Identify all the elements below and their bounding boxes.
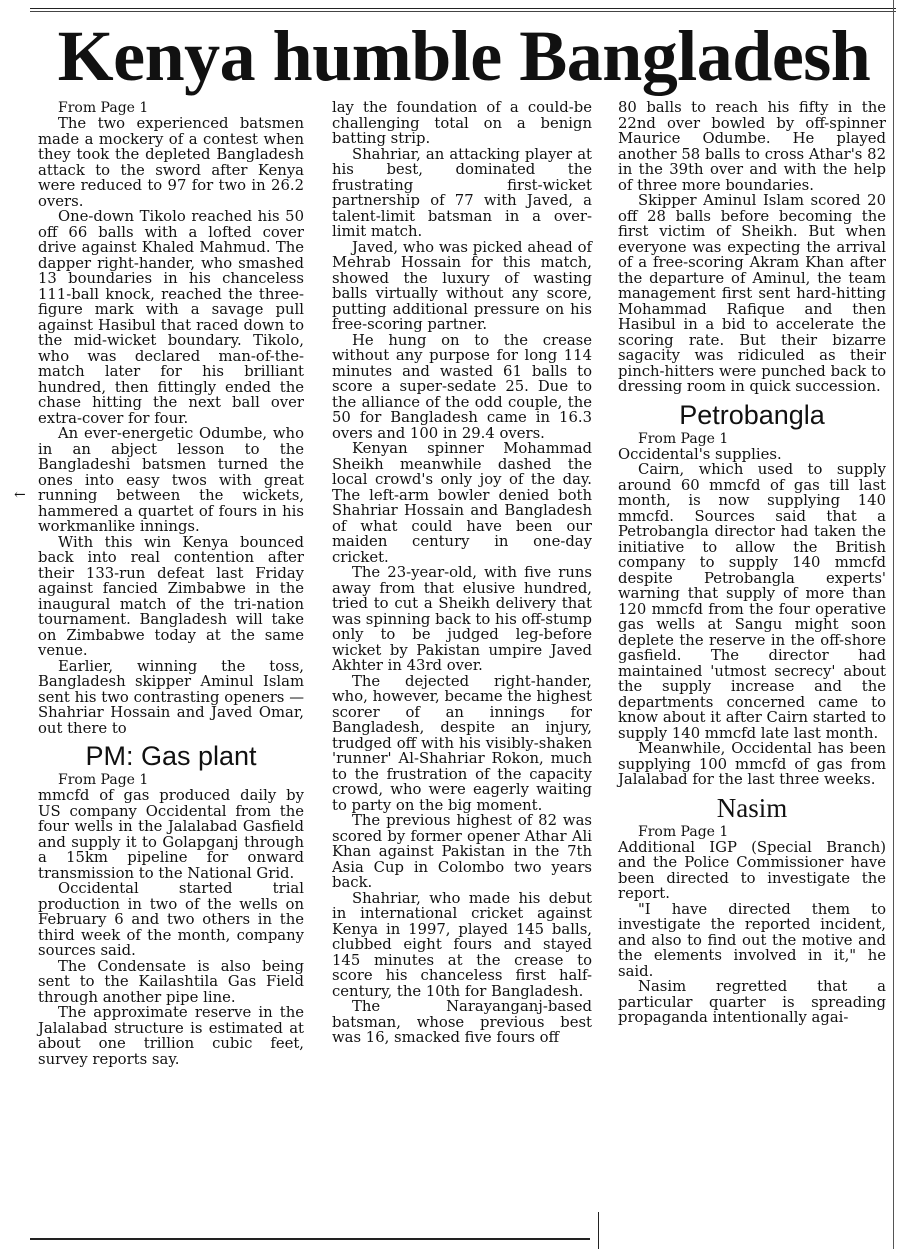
column-divider bbox=[598, 1212, 599, 1249]
main-paragraph: He hung on to the crease without any purpose for long 114 minutes and wasted 61 balls to score a super-sedate 25. Due to the alliance of the odd couple, the 50 for Bangladesh came in 16.3 overs and 100 in 29.4 overs. bbox=[332, 331, 592, 442]
nasim-title: Nasim bbox=[716, 792, 788, 823]
gas-plant-from-page: From Page 1 bbox=[58, 772, 149, 788]
main-paragraph: Shahriar, an attacking player at his best, dominated the frustrating first-wicket partnership of 77 with Javed, a talent-limit batsman in a over-limit match. bbox=[332, 145, 592, 240]
gas-plant-paragraph: The Condensate is also being sent to the Kailashtila Gas Field through another pipe line. bbox=[38, 957, 304, 1006]
main-paragraph: The Narayanganj-based batsman, whose previous best was 16, smacked five fours off bbox=[332, 998, 592, 1046]
margin-arrow-icon: ← bbox=[14, 487, 26, 503]
right-border bbox=[893, 0, 894, 1249]
main-from-page: From Page 1 bbox=[58, 100, 149, 116]
main-paragraph: The 23-year-old, with five runs away from that elusive hundred, tried to cut a Sheikh delivery that was spinning back to his off-stump only to be judged leg-before wicket by Pakistan umpire Javed Akhter in 43rd over. bbox=[332, 564, 592, 674]
gas-plant-paragraph: Occidental started trial production in two of the wells on February 6 and two others in the third week of the month, company sources said. bbox=[38, 880, 304, 959]
main-paragraph: Earlier, winning the toss, Bangladesh skipper Aminul Islam sent his two contrasting openers — Shahriar Hossain and Javed Omar, out there to bbox=[38, 657, 304, 737]
petrobangla-paragraph: Meanwhile, Occidental has been supplying 100 mmcfd of gas from Jalalabad for the last three weeks. bbox=[618, 740, 886, 788]
main-paragraph: An ever-energetic Odumbe, who in an abject lesson to the Bangladeshi batsmen turned the ones into easy twos with great running between the wickets, hammered a quartet of fours in his workmanlike innings. bbox=[38, 425, 304, 535]
main-paragraph: Kenyan spinner Mohammad Sheikh meanwhile dashed the local crowd's only joy of the day. The left-arm bowler denied both Shahriar Hossain and Bangladesh of what could have been our maiden century in one-day cricket. bbox=[332, 440, 592, 566]
column-1 bbox=[38, 100, 304, 1067]
bottom-rule bbox=[30, 1238, 590, 1240]
nasim-paragraph: Nasim regretted that a particular quarter is spreading propaganda intentionally agai- bbox=[618, 978, 886, 1026]
nasim-paragraph: "I have directed them to investigate the reported incident, and also to find out the motive and the elements involved in it," he said. bbox=[618, 900, 886, 980]
gas-plant-paragraph: mmcfd of gas produced daily by US company Occidental from the four wells in the Jalalabad Gasfield and supply it to Golapganj through a 15km pipeline for onward transmission to the National Grid. bbox=[38, 787, 304, 882]
main-paragraph: The two experienced batsmen made a mockery of a contest when they took the depleted Bangladesh attack to the sword after Kenya were reduced to 97 for two in 26.2 overs. bbox=[38, 115, 304, 210]
column-3 bbox=[618, 100, 886, 1026]
petrobangla-from-page: From Page 1 bbox=[638, 430, 729, 447]
top-rule-2 bbox=[30, 11, 896, 12]
main-paragraph: The dejected right-hander, who, however, became the highest scorer of an innings for Bangladesh, despite an injury, trudged off with his visibly-shaken 'runner' Al-Shahriar Rokon, much to the frustration of the capacity crowd, who were eagerly waiting to party on the big moment. bbox=[332, 672, 592, 814]
main-paragraph: Javed, who was picked ahead of Mehrab Hossain for this match, showed the luxury of wasting balls virtually without any score, putting additional pressure on his free-scoring partner. bbox=[332, 238, 592, 333]
headline: Kenya humble Bangladesh bbox=[57, 16, 871, 96]
petrobangla-paragraph: Occidental's supplies. bbox=[618, 445, 782, 463]
main-paragraph: Shahriar, who made his debut in international cricket against Kenya in 1997, played 145 balls, clubbed eight fours and stayed 145 minutes at the crease to score his chanceless first half-century, the 10th for Bangladesh. bbox=[332, 889, 592, 1000]
main-paragraph: 80 balls to reach his fifty in the 22nd over bowled by off-spinner Maurice Odumbe. He played another 58 balls to cross Athar's 82 in the 39th over and with the help of three more boundaries. bbox=[618, 99, 886, 194]
petrobangla-title: Petrobangla bbox=[679, 399, 825, 430]
petrobangla-paragraph: Cairn, which used to supply around 60 mmcfd of gas till last month, is now supplying 140 mmcfd. Sources said that a Petrobangla director had taken the initiative to allow the British company to supply 140 mmcfd despite Petrobangla experts' warning that supply of more than 120 mmcfd from the four operative gas wells at Sangu might soon deplete the reserve in the off-shore gasfield. The director had maintained 'utmost secrecy' about the supply increase and the departments concerned came to know about it after Cairn started to supply 140 mmcfd late last month. bbox=[618, 461, 886, 742]
main-paragraph: The previous highest of 82 was scored by former opener Athar Ali Khan against Pakistan in the 7th Asia Cup in Colombo two years back. bbox=[332, 812, 592, 891]
main-paragraph: With this win Kenya bounced back into real contention after their 133-run defeat last Friday against fancied Zimbabwe in the inaugural match of the tri-nation tournament. Bangladesh will take on Zimbabwe today at the same venue. bbox=[38, 533, 304, 659]
main-paragraph: Skipper Aminul Islam scored 20 off 28 balls before becoming the first victim of Sheikh. But when everyone was expecting the arrival of a free-scoring Akram Khan after the departure of Aminul, the team management first sent hard-hitting Mohammad Rafique and then Hasibul in a bid to accelerate the scoring rate. But their bizarre sagacity was ridiculed as their pinch-hitters were punched back to dressing room in quick succession. bbox=[618, 192, 886, 395]
nasim-paragraph: Additional IGP (Special Branch) and the Police Commissioner have been directed to investigate the report. bbox=[618, 838, 886, 902]
nasim-from-page: From Page 1 bbox=[638, 823, 729, 840]
top-rule bbox=[30, 8, 896, 9]
gas-plant-paragraph: The approximate reserve in the Jalalabad structure is estimated at about one trillion cubic feet, survey reports say. bbox=[38, 1004, 304, 1068]
column-2 bbox=[332, 100, 592, 1046]
gas-plant-title: PM: Gas plant bbox=[85, 741, 257, 771]
main-paragraph: lay the foundation of a could-be challenging total on a benign batting strip. bbox=[332, 99, 592, 147]
main-paragraph: One-down Tikolo reached his 50 off 66 balls with a lofted cover drive against Khaled Mahmud. The dapper right-hander, who smashed 13 boundaries in his chanceless 111-ball knock, reached the three-figure mark with a savage pull against Hasibul that raced down to the mid-wicket boundary. Tikolo, who was declared man-of-the-match later for his brilliant hundred, then fittingly ended the chase hitting the next ball over extra-cover for four. bbox=[38, 208, 304, 427]
